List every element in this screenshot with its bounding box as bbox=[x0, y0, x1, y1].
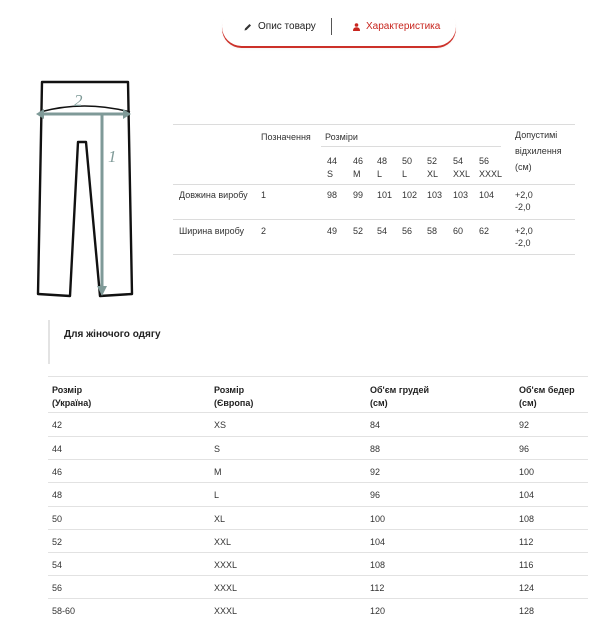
col-designation: Позначення bbox=[261, 132, 311, 142]
table-cell: 108 bbox=[519, 514, 535, 524]
table-cell: 112 bbox=[519, 537, 534, 547]
size-number: 50 bbox=[402, 156, 413, 166]
header-line: Об'єм грудей bbox=[370, 385, 429, 395]
size-letter: M bbox=[353, 169, 361, 179]
table-row bbox=[48, 412, 588, 435]
pencil-icon bbox=[244, 23, 252, 31]
table-cell: XXXL bbox=[214, 583, 238, 593]
size-letter: L bbox=[402, 169, 408, 179]
row-value: 99 bbox=[353, 190, 364, 200]
row-value: 103 bbox=[427, 190, 443, 200]
table-cell: 88 bbox=[370, 444, 381, 454]
row-designation: 2 bbox=[261, 226, 267, 236]
row-value: 60 bbox=[453, 226, 464, 236]
row-value: 101 bbox=[377, 190, 393, 200]
tab-description[interactable] bbox=[244, 21, 316, 32]
table-cell: 108 bbox=[370, 560, 386, 570]
product-tabs bbox=[222, 7, 456, 46]
tab-separator bbox=[331, 18, 332, 35]
header-line: (Європа) bbox=[214, 398, 254, 408]
table-cell: 128 bbox=[519, 606, 535, 616]
table-row bbox=[48, 575, 588, 598]
tab-characteristics-label: Характеристика bbox=[366, 21, 441, 32]
size-number: 46 bbox=[353, 156, 364, 166]
header-line: (см) bbox=[519, 398, 537, 408]
table-cell: 54 bbox=[52, 560, 63, 570]
row-value: 104 bbox=[479, 190, 495, 200]
header-cell bbox=[370, 384, 429, 410]
table-cell: 124 bbox=[519, 583, 535, 593]
table-row bbox=[48, 482, 588, 505]
header-line: Розмір bbox=[214, 385, 245, 395]
table-row bbox=[48, 506, 588, 529]
table-cell: XS bbox=[214, 420, 227, 430]
table-row bbox=[48, 436, 588, 459]
row-name: Ширина виробу bbox=[179, 226, 245, 236]
table-cell: 52 bbox=[52, 537, 63, 547]
table-cell: 120 bbox=[370, 606, 386, 616]
table-divider bbox=[173, 219, 575, 220]
size-number: 44 bbox=[327, 156, 338, 166]
row-value: 49 bbox=[327, 226, 338, 236]
table-cell: 100 bbox=[370, 514, 386, 524]
table-cell: 42 bbox=[52, 420, 63, 430]
size-number: 54 bbox=[453, 156, 464, 166]
table-cell: XXXL bbox=[214, 606, 238, 616]
row-tolerance: +2,0 bbox=[515, 190, 533, 200]
table-divider bbox=[173, 184, 575, 185]
table-cell: XXL bbox=[214, 537, 232, 547]
width-label: 2 bbox=[74, 91, 83, 110]
table-divider bbox=[173, 254, 575, 255]
row-value: 98 bbox=[327, 190, 338, 200]
size-letter: XXL bbox=[453, 169, 471, 179]
table-header-row bbox=[48, 376, 588, 412]
table-cell: 104 bbox=[519, 490, 535, 500]
table-row bbox=[48, 598, 588, 621]
header-cell bbox=[519, 384, 575, 410]
user-icon bbox=[353, 23, 360, 31]
row-value: 54 bbox=[377, 226, 388, 236]
table-cell: 48 bbox=[52, 490, 63, 500]
size-letter: L bbox=[377, 169, 383, 179]
sizes-divider bbox=[321, 146, 501, 147]
pants-diagram bbox=[34, 76, 134, 300]
row-designation: 1 bbox=[261, 190, 267, 200]
length-label: 1 bbox=[108, 147, 117, 166]
row-value: 58 bbox=[427, 226, 438, 236]
women-section-title: Для жіночого одягу bbox=[48, 320, 161, 364]
row-value: 52 bbox=[353, 226, 364, 236]
table-cell: L bbox=[214, 490, 220, 500]
table-cell: 46 bbox=[52, 467, 63, 477]
table-cell: 96 bbox=[370, 490, 381, 500]
table-cell: 116 bbox=[519, 560, 534, 570]
col-tolerance: відхилення bbox=[515, 146, 562, 156]
table-cell: 56 bbox=[52, 583, 63, 593]
table-cell: S bbox=[214, 444, 221, 454]
size-letter: S bbox=[327, 169, 334, 179]
table-cell: 112 bbox=[370, 583, 385, 593]
row-value: 56 bbox=[402, 226, 413, 236]
header-line: (см) bbox=[370, 398, 388, 408]
row-tolerance: -2,0 bbox=[515, 238, 531, 248]
table-cell: XXXL bbox=[214, 560, 238, 570]
table-cell: 100 bbox=[519, 467, 535, 477]
table-cell: 92 bbox=[519, 420, 530, 430]
table-cell: 58-60 bbox=[52, 606, 76, 616]
table-cell: M bbox=[214, 467, 222, 477]
size-number: 56 bbox=[479, 156, 490, 166]
header-cell bbox=[214, 384, 253, 410]
header-line: Розмір bbox=[52, 385, 83, 395]
row-value: 62 bbox=[479, 226, 490, 236]
table-cell: 44 bbox=[52, 444, 63, 454]
header-cell bbox=[52, 384, 91, 410]
row-value: 103 bbox=[453, 190, 469, 200]
size-number: 48 bbox=[377, 156, 388, 166]
header-line: Об'єм бедер bbox=[519, 385, 575, 395]
col-tolerance: Допустимі bbox=[515, 130, 558, 140]
row-tolerance: +2,0 bbox=[515, 226, 533, 236]
table-row bbox=[48, 552, 588, 575]
header-line: (Україна) bbox=[52, 398, 92, 408]
table-row bbox=[48, 459, 588, 482]
table-cell: 84 bbox=[370, 420, 381, 430]
table-cell: 92 bbox=[370, 467, 381, 477]
tab-description-label: Опис товару bbox=[258, 21, 316, 32]
table-cell: 96 bbox=[519, 444, 530, 454]
table-cell: 50 bbox=[52, 514, 63, 524]
tab-characteristics[interactable] bbox=[353, 21, 440, 32]
size-letter: XXXL bbox=[479, 169, 503, 179]
row-value: 102 bbox=[402, 190, 418, 200]
table-cell: 104 bbox=[370, 537, 386, 547]
table-divider bbox=[173, 124, 575, 125]
col-sizes: Розміри bbox=[325, 132, 358, 142]
size-number: 52 bbox=[427, 156, 438, 166]
table-row bbox=[48, 529, 588, 552]
size-letter: XL bbox=[427, 169, 439, 179]
col-tolerance: (см) bbox=[515, 162, 532, 172]
row-tolerance: -2,0 bbox=[515, 202, 531, 212]
row-name: Довжина виробу bbox=[179, 190, 248, 200]
table-cell: XL bbox=[214, 514, 226, 524]
